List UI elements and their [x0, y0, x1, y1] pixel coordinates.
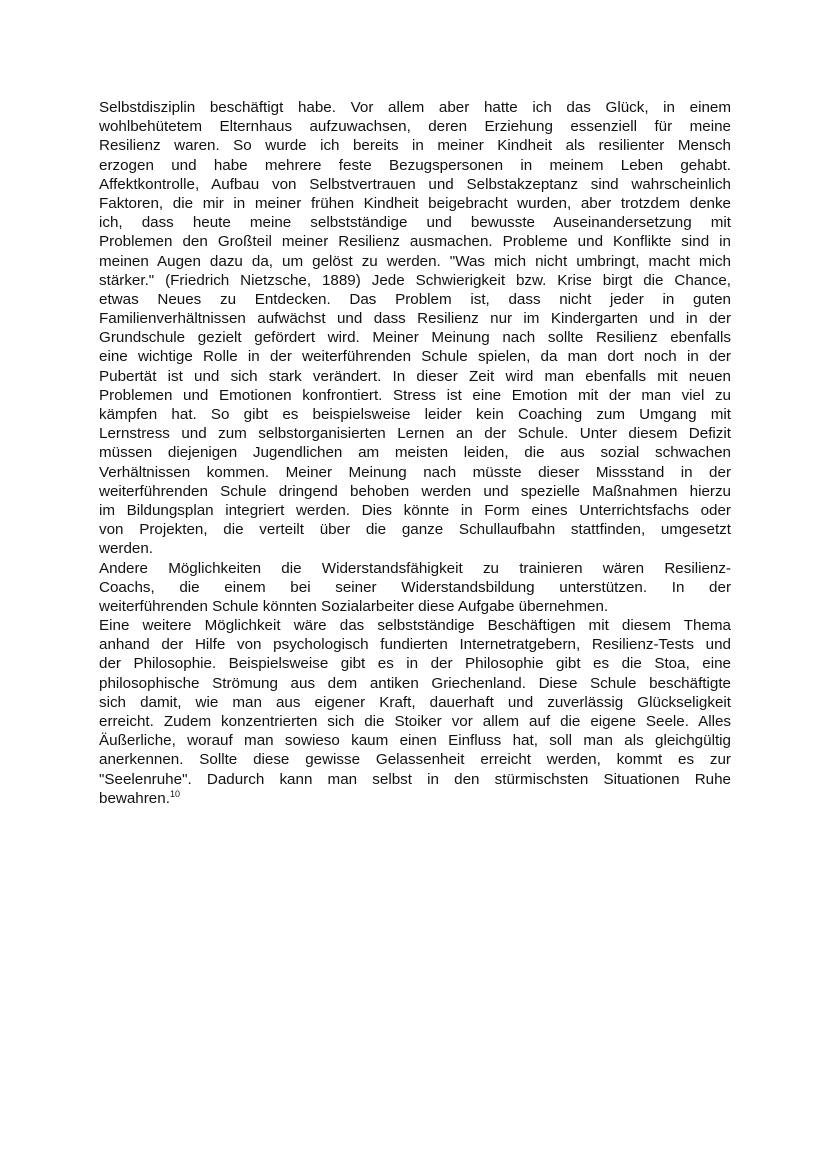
text-line-content: Coachs, die einem bei seiner Widerstandsbildung unterstützen. In der	[99, 578, 731, 596]
text-line-content: weiterführenden Schule dringend behoben werden und spezielle Maßnahmen hierzu	[99, 482, 731, 500]
text-line-content: stärker." (Friedrich Nietzsche, 1889) Jede Schwierigkeit bzw. Krise birgt die Chance,	[99, 271, 731, 289]
text-line-content: etwas Neues zu Entdecken. Das Problem ist, dass nicht jeder in guten	[99, 290, 731, 308]
text-line	[99, 501, 731, 520]
text-line	[99, 194, 731, 213]
text-line-content: Familienverhältnissen aufwächst und dass Resilienz nur im Kindergarten und in der	[99, 310, 731, 328]
text-line-content: Faktoren, die mir in meiner frühen Kindheit beigebracht wurden, aber trotzdem denke	[99, 194, 731, 212]
text-line-content: Problemen und Emotionen konfrontiert. Stress ist eine Emotion mit der man viel zu	[99, 386, 731, 404]
text-line	[99, 232, 731, 251]
text-line-content: erreicht. Zudem konzentrierten sich die Stoiker vor allem auf die eigene Seele. Alles	[99, 713, 731, 730]
text-line-content: der Philosophie. Beispielsweise gibt es in der Philosophie gibt es die Stoa, eine	[99, 655, 731, 673]
text-line-content: "Seelenruhe". Dadurch kann man selbst in den stürmischsten Situationen Ruhe	[99, 770, 731, 788]
text-line-content: von Projekten, die verteilt über die ganze Schullaufbahn stattfinden, umgesetzt	[99, 521, 731, 539]
text-line	[99, 443, 731, 462]
text-line-content: sich damit, wie man aus eigener Kraft, dauerhaft und zuverlässig Glückseligkeit	[99, 693, 731, 711]
text-line-content: Pubertät ist und sich stark verändert. In dieser Zeit wird man ebenfalls mit neuen	[99, 367, 731, 385]
text-line-content: Verhältnissen kommen. Meiner Meinung nach müsste dieser Missstand in der	[99, 463, 731, 481]
text-line	[99, 386, 731, 405]
text-line-content: Äußerliche, worauf man sowieso kaum einen Einfluss hat, soll man als gleichgültig	[99, 732, 731, 750]
text-line-content: ich, dass heute meine selbstständige und bewusste Auseinandersetzung mit	[99, 214, 731, 232]
text-line	[99, 252, 731, 271]
text-line	[99, 731, 731, 750]
text-line-content: werden.	[99, 540, 154, 558]
text-line-content: Eine weitere Möglichkeit wäre das selbstständige Beschäftigen mit diesem Thema	[99, 617, 731, 635]
footnote-marker: 10	[169, 788, 180, 799]
text-line-content: Andere Möglichkeiten die Widerstandsfähigkeit zu trainieren wären Resilienz-	[99, 559, 731, 577]
text-line-content: wohlbehütetem Elternhaus aufzuwachsen, deren Erziehung essenziell für meine	[99, 118, 731, 136]
text-line	[99, 367, 731, 386]
text-line-content: kämpfen hat. So gibt es beispielsweise leider kein Coaching zum Umgang mit	[99, 406, 731, 423]
text-line	[99, 750, 731, 769]
text-line	[99, 539, 731, 558]
text-line-content: Problemen den Großteil meiner Resilienz ausmachen. Probleme und Konflikte sind in	[99, 233, 731, 251]
text-line-content: erzogen und habe mehrere feste Bezugspersonen in meinem Leben gehabt.	[99, 156, 731, 174]
text-line	[99, 597, 731, 616]
text-line	[99, 175, 731, 194]
text-line	[99, 309, 731, 328]
text-line	[99, 654, 731, 673]
text-line	[99, 770, 731, 789]
text-line-content: müssen diejenigen Jugendlichen am meisten leiden, die aus sozial schwachen	[99, 444, 731, 462]
text-line	[99, 520, 731, 539]
text-line	[99, 693, 731, 712]
text-line	[99, 98, 731, 117]
body-text	[99, 98, 731, 808]
text-line	[99, 635, 731, 654]
text-line-content: Resilienz waren. So wurde ich bereits in meiner Kindheit als resilienter Mensch	[99, 137, 731, 155]
text-line-content: weiterführenden Schule könnten Sozialarbeiter diese Aufgabe übernehmen.	[99, 597, 609, 615]
text-line-content: Affektkontrolle, Aufbau von Selbstvertrauen und Selbstakzeptanz sind wahrscheinlich	[99, 175, 731, 193]
text-line	[99, 482, 731, 501]
text-line-content: bewahren.	[99, 789, 170, 807]
text-line-content: anerkennen. Sollte diese gewisse Gelassenheit erreicht werden, kommt es zur	[99, 751, 731, 769]
text-line	[99, 712, 731, 731]
text-line	[99, 347, 731, 366]
text-line-content: Lernstress und zum selbstorganisierten Lernen an der Schule. Unter diesem Defizit	[99, 425, 731, 443]
text-line	[99, 290, 731, 309]
text-line	[99, 559, 731, 578]
text-line	[99, 578, 731, 597]
text-line	[99, 117, 731, 136]
text-line-content: meinen Augen dazu da, um gelöst zu werden. "Was mich nicht umbringt, macht mich	[99, 252, 731, 270]
text-line	[99, 616, 731, 635]
text-line	[99, 213, 731, 232]
text-line	[99, 328, 731, 347]
text-line	[99, 136, 731, 155]
text-line	[99, 789, 731, 808]
text-line	[99, 674, 731, 693]
text-line-content: Grundschule gezielt gefördert wird. Meiner Meinung nach sollte Resilienz ebenfalls	[99, 329, 731, 347]
text-line	[99, 271, 731, 290]
text-line-content: im Bildungsplan integriert werden. Dies könnte in Form eines Unterrichtsfachs oder	[99, 501, 731, 519]
text-line-content: eine wichtige Rolle in der weiterführenden Schule spielen, da man dort noch in der	[99, 348, 731, 366]
text-line	[99, 405, 731, 424]
text-line	[99, 424, 731, 443]
text-line-content: Selbstdisziplin beschäftigt habe. Vor allem aber hatte ich das Glück, in einem	[99, 99, 731, 116]
text-line-content: philosophische Strömung aus dem antiken Griechenland. Diese Schule beschäftigte	[99, 674, 731, 692]
text-line-content: anhand der Hilfe von psychologisch fundierten Internetratgebern, Resilienz-Tests und	[99, 636, 731, 654]
text-line	[99, 156, 731, 175]
text-line	[99, 463, 731, 482]
